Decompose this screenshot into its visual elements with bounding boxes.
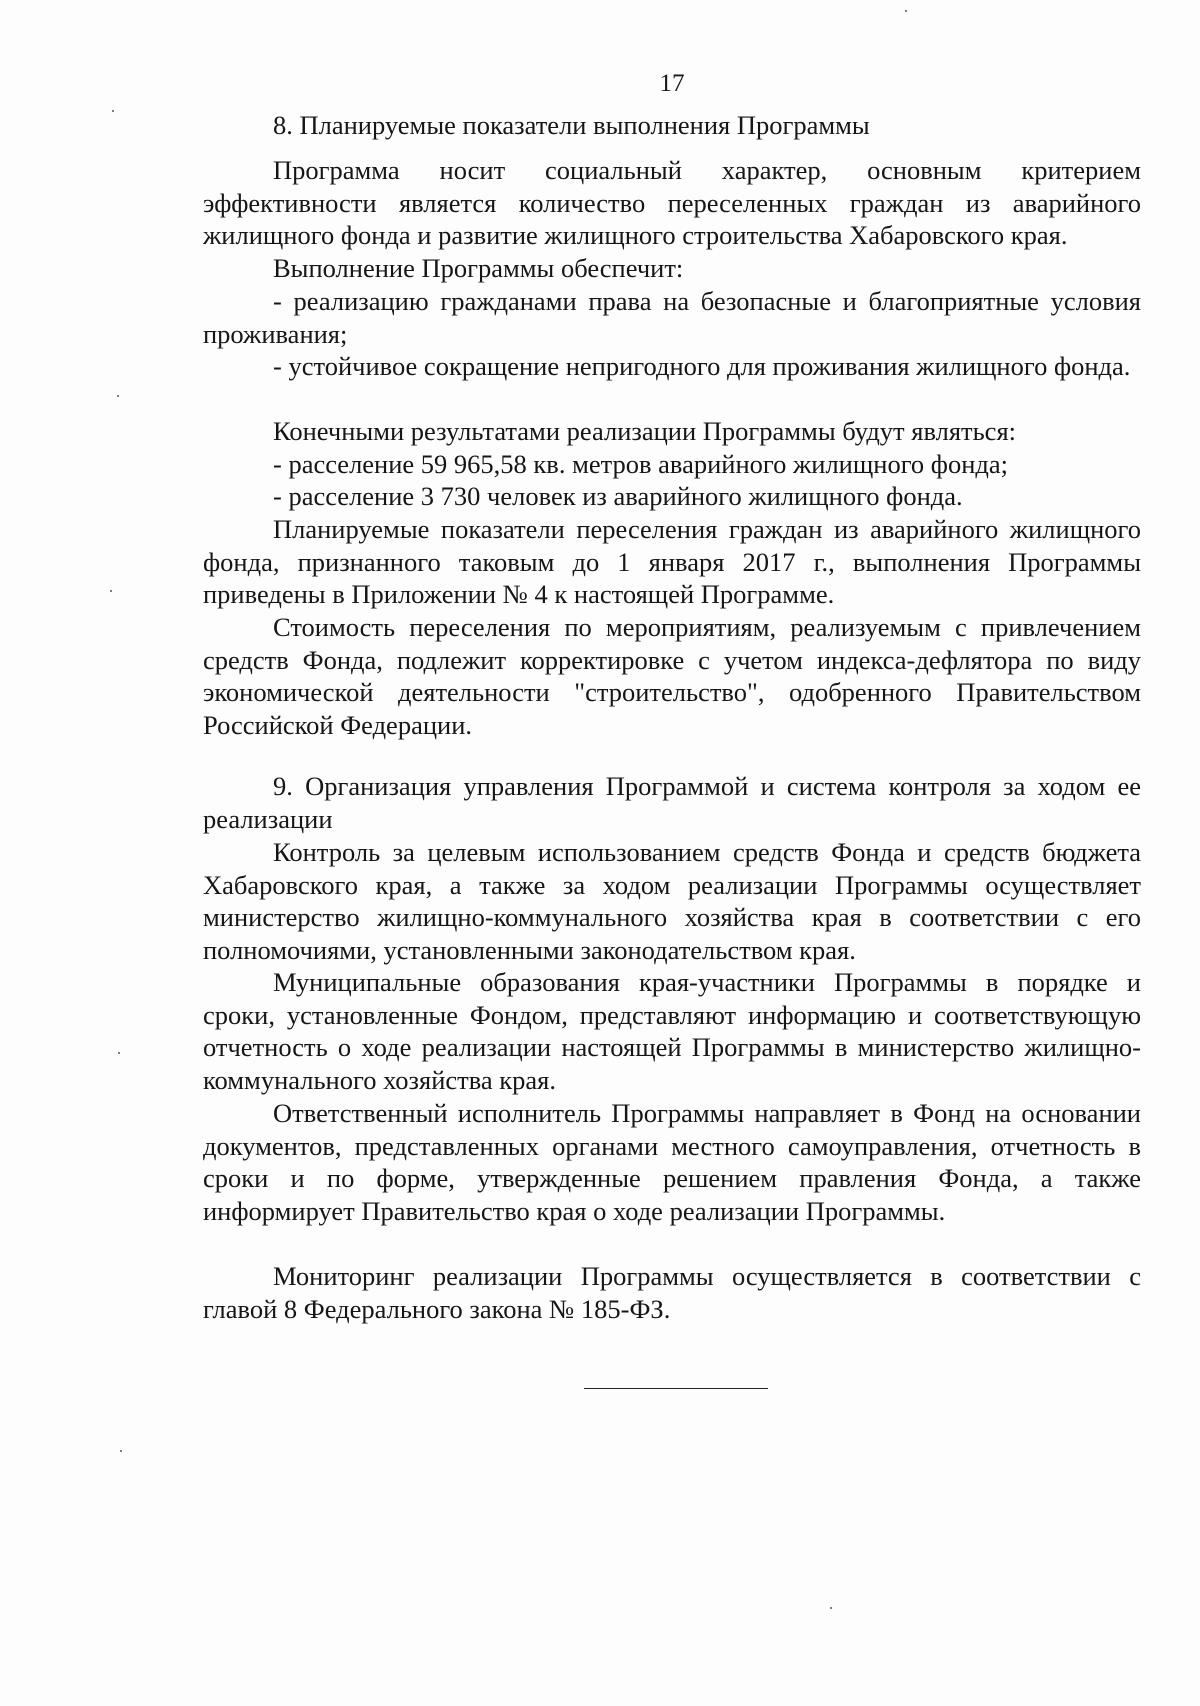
section-8-heading: 8. Планируемые показатели выполнения Программы [273, 110, 870, 140]
section-9-paragraph-municipal: Муниципальные образования края-участники Программы в порядке и сроки, установленные Фондом, представляют информацию и соответствующую отчетность о ходе реализации настоящей Программы в министерство жилищно-коммунального хозяйства края. [203, 967, 1141, 1095]
scan-speck [830, 1607, 832, 1609]
section-8-list-item-people: - расселение 3 730 человек из аварийного жилищного фонда. [273, 481, 963, 511]
page-number: 17 [659, 70, 685, 97]
section-8-paragraph-indicators: Планируемые показатели переселения граждан из аварийного жилищного фонда, признанного таковым до 1 января 2017 г., выполнения Программы приведены в Приложении № 4 к настоящей Программе. [203, 514, 1141, 610]
scan-speck [110, 590, 112, 592]
section-8-paragraph-cost: Стоимость переселения по мероприятиям, реализуемым с привлечением средств Фонда, подлежит корректировке с учетом индекса-дефлятора по виду экономической деятельности "строительство", одобренного Правительством Российской Федерации. [203, 612, 1141, 740]
section-8-paragraph-provides: Выполнение Программы обеспечит: [273, 253, 684, 283]
section-9-heading: 9. Организация управления Программой и система контроля за ходом ее реализации [203, 771, 1141, 834]
scan-speck [117, 395, 119, 397]
scan-speck [120, 1450, 122, 1452]
section-8-paragraph-criteria: Программа носит социальный характер, основным критерием эффективности является количество переселенных граждан из аварийного жилищного фонда и развитие жилищного строительства Хабаровского края. [203, 155, 1141, 251]
scan-speck [118, 1052, 120, 1054]
section-9-paragraph-monitoring: Мониторинг реализации Программы осуществляется в соответствии с главой 8 Федерального закона № 185-ФЗ. [203, 1261, 1141, 1324]
section-8-list-item-area: - расселение 59 965,58 кв. метров аварийного жилищного фонда; [273, 449, 1008, 479]
scan-speck [905, 10, 907, 12]
section-9-paragraph-responsible: Ответственный исполнитель Программы направляет в Фонд на основании документов, представленных органами местного самоуправления, отчетность в сроки и по форме, утвержденные решением правления Фонда, а также информирует Правительство края о ходе реализации Программы. [203, 1098, 1141, 1226]
section-9-paragraph-control: Контроль за целевым использованием средств Фонда и средств бюджета Хабаровского края, а также за ходом реализации Программы осуществляет министерство жилищно-коммунального хозяйства края в соответствии с его полномочиями, установленными законодательством края. [203, 837, 1141, 965]
scan-speck [112, 110, 114, 112]
section-8-paragraph-results: Конечными результатами реализации Программы будут являться: [273, 416, 1016, 446]
end-of-text-rule [584, 1388, 768, 1389]
section-8-list-item-rights: - реализацию гражданами права на безопасные и благоприятные условия проживания; [203, 286, 1141, 349]
section-8-list-item-reduction: - устойчивое сокращение непригодного для проживания жилищного фонда. [273, 351, 1131, 381]
